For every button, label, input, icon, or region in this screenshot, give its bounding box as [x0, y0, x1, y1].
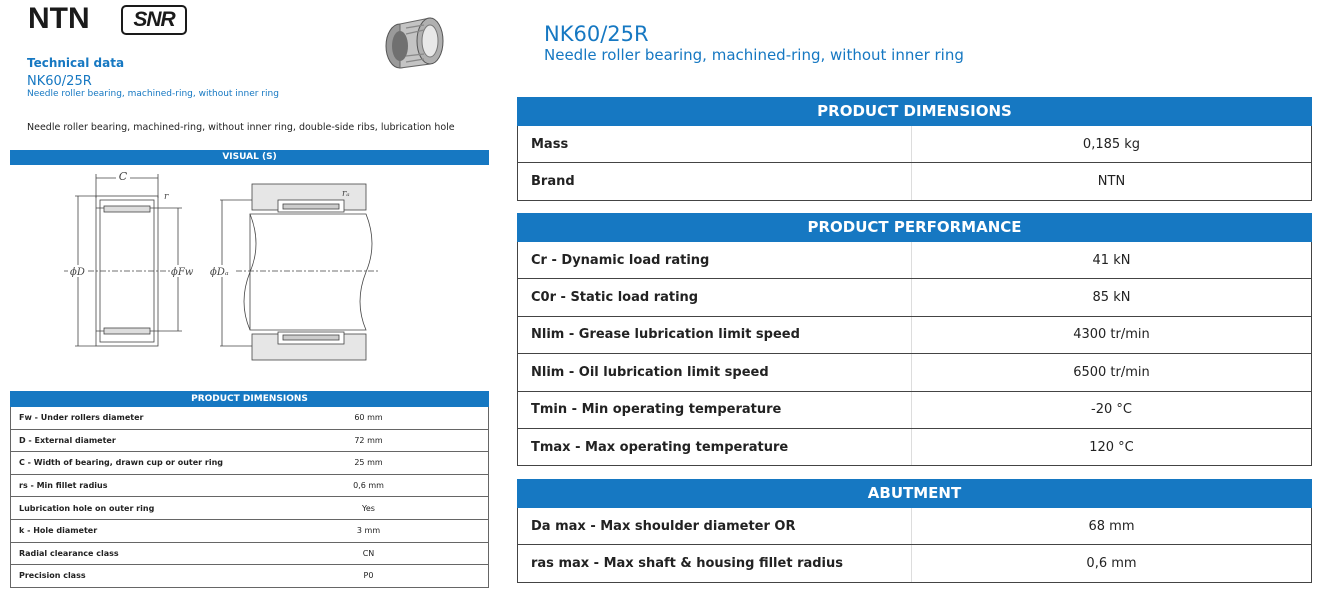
section-header: PRODUCT PERFORMANCE [517, 213, 1312, 242]
table-row: Cr - Dynamic load rating 41 kN [517, 242, 1312, 279]
product-subtitle: Needle roller bearing, machined-ring, without inner ring [544, 46, 964, 64]
table-row: D - External diameter 72 mm [10, 430, 489, 453]
table-row: Radial clearance class CN [10, 543, 489, 566]
label-fw: ϕFw [171, 267, 194, 278]
table-row: Brand NTN [517, 163, 1312, 200]
table-row: rs - Min fillet radius 0,6 mm [10, 475, 489, 498]
table-row: Lubrication hole on outer ring Yes [10, 497, 489, 520]
table-row: Precision class P0 [10, 565, 489, 588]
left-product-code: NK60/25R [27, 74, 92, 89]
table-row: C - Width of bearing, drawn cup or outer ring 25 mm [10, 452, 489, 475]
table-row: Tmin - Min operating temperature -20 °C [517, 392, 1312, 429]
label-da: ϕDₐ [210, 267, 229, 278]
section-header: PRODUCT DIMENSIONS [517, 97, 1312, 126]
product-title: NK60/25R [544, 22, 649, 46]
table-row: Nlim - Grease lubrication limit speed 4300 tr/min [517, 317, 1312, 354]
table-row: C0r - Static load rating 85 kN [517, 279, 1312, 316]
product-description: Needle roller bearing, machined-ring, without inner ring, double-side ribs, lubrication hole [27, 122, 455, 133]
table-row: Tmax - Max operating temperature 120 °C [517, 429, 1312, 466]
bearing-thumbnail-icon [380, 8, 450, 72]
technical-drawing [60, 168, 380, 368]
small-dimensions-table [10, 391, 489, 588]
abutment-section [517, 479, 1312, 583]
section-header: ABUTMENT [517, 479, 1312, 508]
visual-section-bar: VISUAL (S) [10, 150, 489, 165]
product-dimensions-section [517, 97, 1312, 201]
table-row: Nlim - Oil lubrication limit speed 6500 tr/min [517, 354, 1312, 391]
table-row: Da max - Max shoulder diameter OR 68 mm [517, 508, 1312, 545]
table-row: ras max - Max shaft & housing fillet radius 0,6 mm [517, 545, 1312, 582]
small-table-header: PRODUCT DIMENSIONS [10, 391, 489, 407]
product-performance-section [517, 213, 1312, 466]
snr-logo: SNR [121, 5, 187, 35]
table-row: Fw - Under rollers diameter 60 mm [10, 407, 489, 430]
label-r: r [164, 192, 169, 202]
label-d: ϕD [70, 267, 85, 278]
table-row: Mass 0,185 kg [517, 126, 1312, 163]
ntn-logo: NTN [28, 2, 90, 35]
left-product-subtitle: Needle roller bearing, machined-ring, without inner ring [27, 89, 279, 99]
label-rs: rₐ [342, 189, 350, 199]
table-row: k - Hole diameter 3 mm [10, 520, 489, 543]
technical-data-title: Technical data [27, 56, 125, 70]
label-c: C [118, 170, 128, 183]
